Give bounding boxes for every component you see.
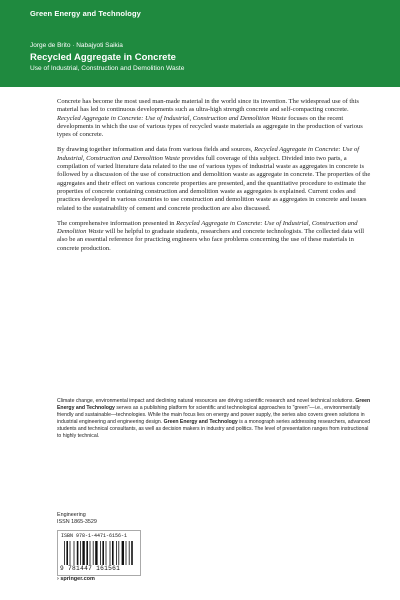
authors: Jorge de Brito · Nabajyoti Saikia	[30, 42, 123, 49]
book-title: Recycled Aggregate in Concrete	[30, 52, 176, 63]
p2-text-a: By drawing together information and data from various fields and sources,	[57, 146, 255, 154]
subject-info	[57, 512, 97, 526]
p1-text-b: focuses on the recent developments in which the use of various types of recycled waste materials as aggregate in the production of various types of concrete.	[57, 114, 363, 139]
p3-text-a: The comprehensive information presented in	[57, 219, 177, 227]
publisher-website[interactable]: › springer.com	[57, 576, 95, 582]
book-description	[57, 98, 373, 260]
series-blurb-text-1: Climate change, environmental impact and declining natural resources are driving scientific research and novel technical solutions.	[57, 398, 356, 404]
header-band	[0, 0, 400, 87]
p3-text-b: will be helpful to graduate students, researchers and concrete technologists. The collected data will also be an essential reference for practicing engineers who face problems concerning the use of these materials in concrete production.	[57, 228, 365, 252]
issn: ISSN 1865-3529	[57, 519, 97, 525]
book-subtitle: Use of Industrial, Construction and Demolition Waste	[30, 65, 185, 72]
description-paragraph-3	[57, 220, 373, 253]
series-blurb	[57, 398, 373, 440]
p3-italic-title: Recycled Aggregate in Concrete: Use of Industrial, Construction and Demolition Waste	[57, 219, 358, 236]
series-blurb-text-2: serves as a publishing platform for scientific and technological approaches to "green"—i.e., environmentally friendly and sustainable—technologies. While the main focus lies on energy and power supply, the series also covers green solutions in industrial engineering and engineering design.	[57, 405, 365, 425]
description-paragraph-2	[57, 146, 373, 212]
series-blurb-bold-1: Green Energy and Technology	[57, 398, 371, 411]
isbn-digits: 9 781447 161561	[60, 565, 121, 572]
series-blurb-text-3: is a monograph series addressing researchers, advanced students and technical consultants, as well as decision makers in industry and politics. The level of presentation ranges from instructional to highly technical.	[57, 419, 371, 439]
isbn-barcode	[57, 530, 141, 576]
isbn-label: ISBN 978-1-4471-6156-1	[61, 533, 128, 539]
p1-italic-title: Recycled Aggregate in Concrete: Use of Industrial, Construction and Demolition Waste	[57, 114, 287, 122]
subject-label: Engineering	[57, 512, 86, 518]
description-paragraph-1	[57, 98, 373, 139]
barcode-icon	[64, 541, 134, 565]
series-blurb-bold-2: Green Energy and Technology	[163, 419, 238, 425]
series-name: Green Energy and Technology	[30, 9, 141, 18]
p1-text-a: Concrete has become the most used man-made material in the world since its invention. The widespread use of this material has led to continuous developments such as ultra-high strength concrete and self-compacting concrete.	[57, 98, 359, 114]
p2-italic-title: Recycled Aggregate in Concrete: Use of Industrial, Construction and Demolition Waste	[57, 146, 360, 162]
p2-text-b: provides full coverage of this subject. Divided into two parts, a compilation of varied literature data related to the use of various types of industrial waste as aggregates in concrete is followed by a discussion of the use of construction and demolition waste as aggregate in concrete. The properties of the aggregates and their effect on various concrete properties are presented, and the quantitative procedure to estimate the properties of concrete containing construction and demolition waste as aggregates is explained. Current codes and practices developed in various countries to use construction and demolition waste as aggregates in concrete and issues related to the sustainability of cement and concrete production are also discussed.	[57, 154, 371, 212]
